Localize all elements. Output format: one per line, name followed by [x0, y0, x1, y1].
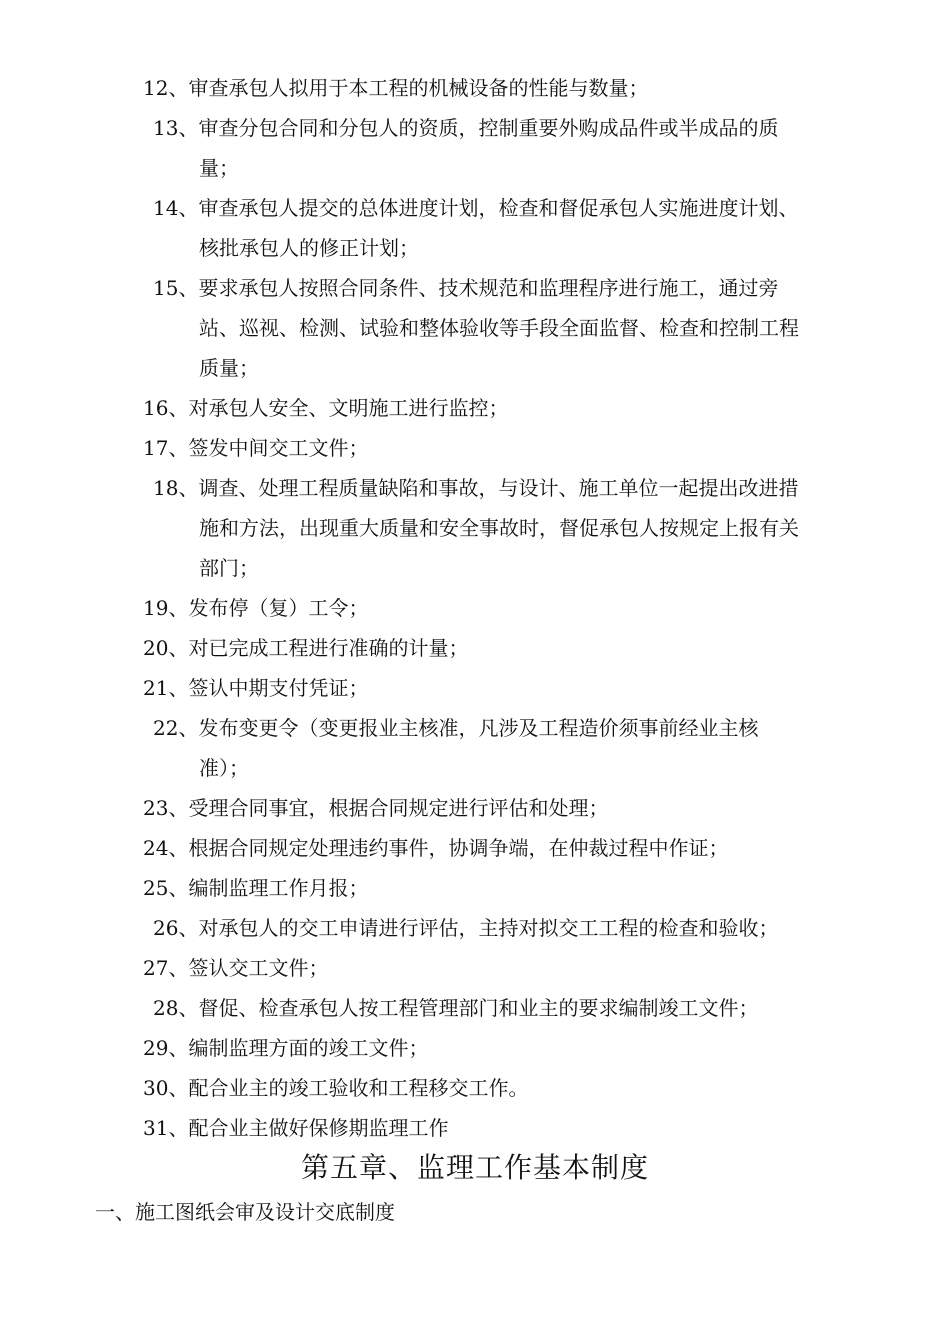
item-number: 22、 — [153, 716, 199, 740]
item-text: 编制监理工作月报； — [188, 876, 369, 900]
list-item — [153, 988, 758, 1028]
item-number: 30、 — [143, 1076, 189, 1100]
item-number: 21、 — [143, 676, 189, 700]
list-item — [153, 108, 803, 188]
item-text: 编制监理方面的竣工文件； — [188, 1036, 429, 1060]
list-item — [143, 628, 468, 668]
item-text: 签认中期支付凭证； — [188, 676, 369, 700]
item-text — [153, 468, 803, 588]
item-number: 19、 — [143, 596, 189, 620]
list-item — [153, 708, 793, 788]
item-number: 20、 — [143, 636, 189, 660]
item-text: 受理合同事宜，根据合同规定进行评估和处理； — [188, 796, 609, 820]
item-text: 配合业主的竣工验收和工程移交工作。 — [188, 1076, 529, 1100]
item-body: 审查承包人提交的总体进度计划，检查和督促承包人实施进度计划、核批承包人的修正计划； — [198, 196, 799, 260]
item-number: 16、 — [143, 396, 189, 420]
list-item — [143, 668, 368, 708]
list-item — [143, 588, 368, 628]
item-number: 15、 — [153, 276, 199, 300]
chapter-title: 第五章、监理工作基本制度 — [300, 1151, 649, 1184]
item-text: 审查承包人拟用于本工程的机械设备的性能与数量； — [188, 76, 649, 100]
item-text — [153, 188, 803, 268]
item-text: 督促、检查承包人按工程管理部门和业主的要求编制竣工文件； — [198, 996, 759, 1020]
section-heading: 一、施工图纸会审及设计交底制度 — [95, 1200, 395, 1224]
item-number: 23、 — [143, 796, 189, 820]
item-text — [153, 108, 803, 188]
item-text — [153, 708, 793, 788]
item-text: 根据合同规定处理违约事件，协调争端，在仲裁过程中作证； — [188, 836, 729, 860]
list-item — [143, 68, 648, 108]
item-text — [153, 268, 803, 388]
item-text: 配合业主做好保修期监理工作 — [188, 1116, 449, 1140]
item-number: 14、 — [153, 196, 199, 220]
list-item — [143, 1108, 448, 1148]
list-item — [153, 468, 803, 588]
list-item — [143, 428, 368, 468]
list-item — [143, 788, 608, 828]
item-body: 审查分包合同和分包人的资质，控制重要外购成品件或半成品的质量； — [198, 116, 779, 180]
item-body: 调查、处理工程质量缺陷和事故，与设计、施工单位一起提出改进措施和方法，出现重大质量和安全事故时，督促承包人按规定上报有关部门； — [198, 476, 799, 580]
list-item — [153, 908, 778, 948]
item-body: 发布变更令（变更报业主核准，凡涉及工程造价须事前经业主核准）； — [198, 716, 759, 780]
item-text: 对已完成工程进行准确的计量； — [188, 636, 469, 660]
item-number: 13、 — [153, 116, 199, 140]
item-text: 发布停（复）工令； — [188, 596, 369, 620]
item-text: 对承包人的交工申请进行评估，主持对拟交工工程的检查和验收； — [198, 916, 779, 940]
list-item — [143, 388, 508, 428]
item-number: 25、 — [143, 876, 189, 900]
item-number: 28、 — [153, 996, 199, 1020]
item-body: 要求承包人按照合同条件、技术规范和监理程序进行施工，通过旁站、巡视、检测、试验和整体验收等手段全面监督、检查和控制工程质量； — [198, 276, 799, 380]
item-text: 签认交工文件； — [188, 956, 329, 980]
item-number: 26、 — [153, 916, 199, 940]
list-item — [143, 1068, 528, 1108]
list-item — [143, 1028, 428, 1068]
list-item — [143, 868, 368, 908]
item-text: 签发中间交工文件； — [188, 436, 369, 460]
list-item — [143, 828, 728, 868]
item-number: 24、 — [143, 836, 189, 860]
item-number: 29、 — [143, 1036, 189, 1060]
item-number: 31、 — [143, 1116, 189, 1140]
list-item — [143, 948, 328, 988]
item-number: 18、 — [153, 476, 199, 500]
list-item — [153, 188, 803, 268]
item-number: 12、 — [143, 76, 189, 100]
list-item — [153, 268, 803, 388]
item-number: 27、 — [143, 956, 189, 980]
item-text: 对承包人安全、文明施工进行监控； — [188, 396, 509, 420]
item-number: 17、 — [143, 436, 189, 460]
